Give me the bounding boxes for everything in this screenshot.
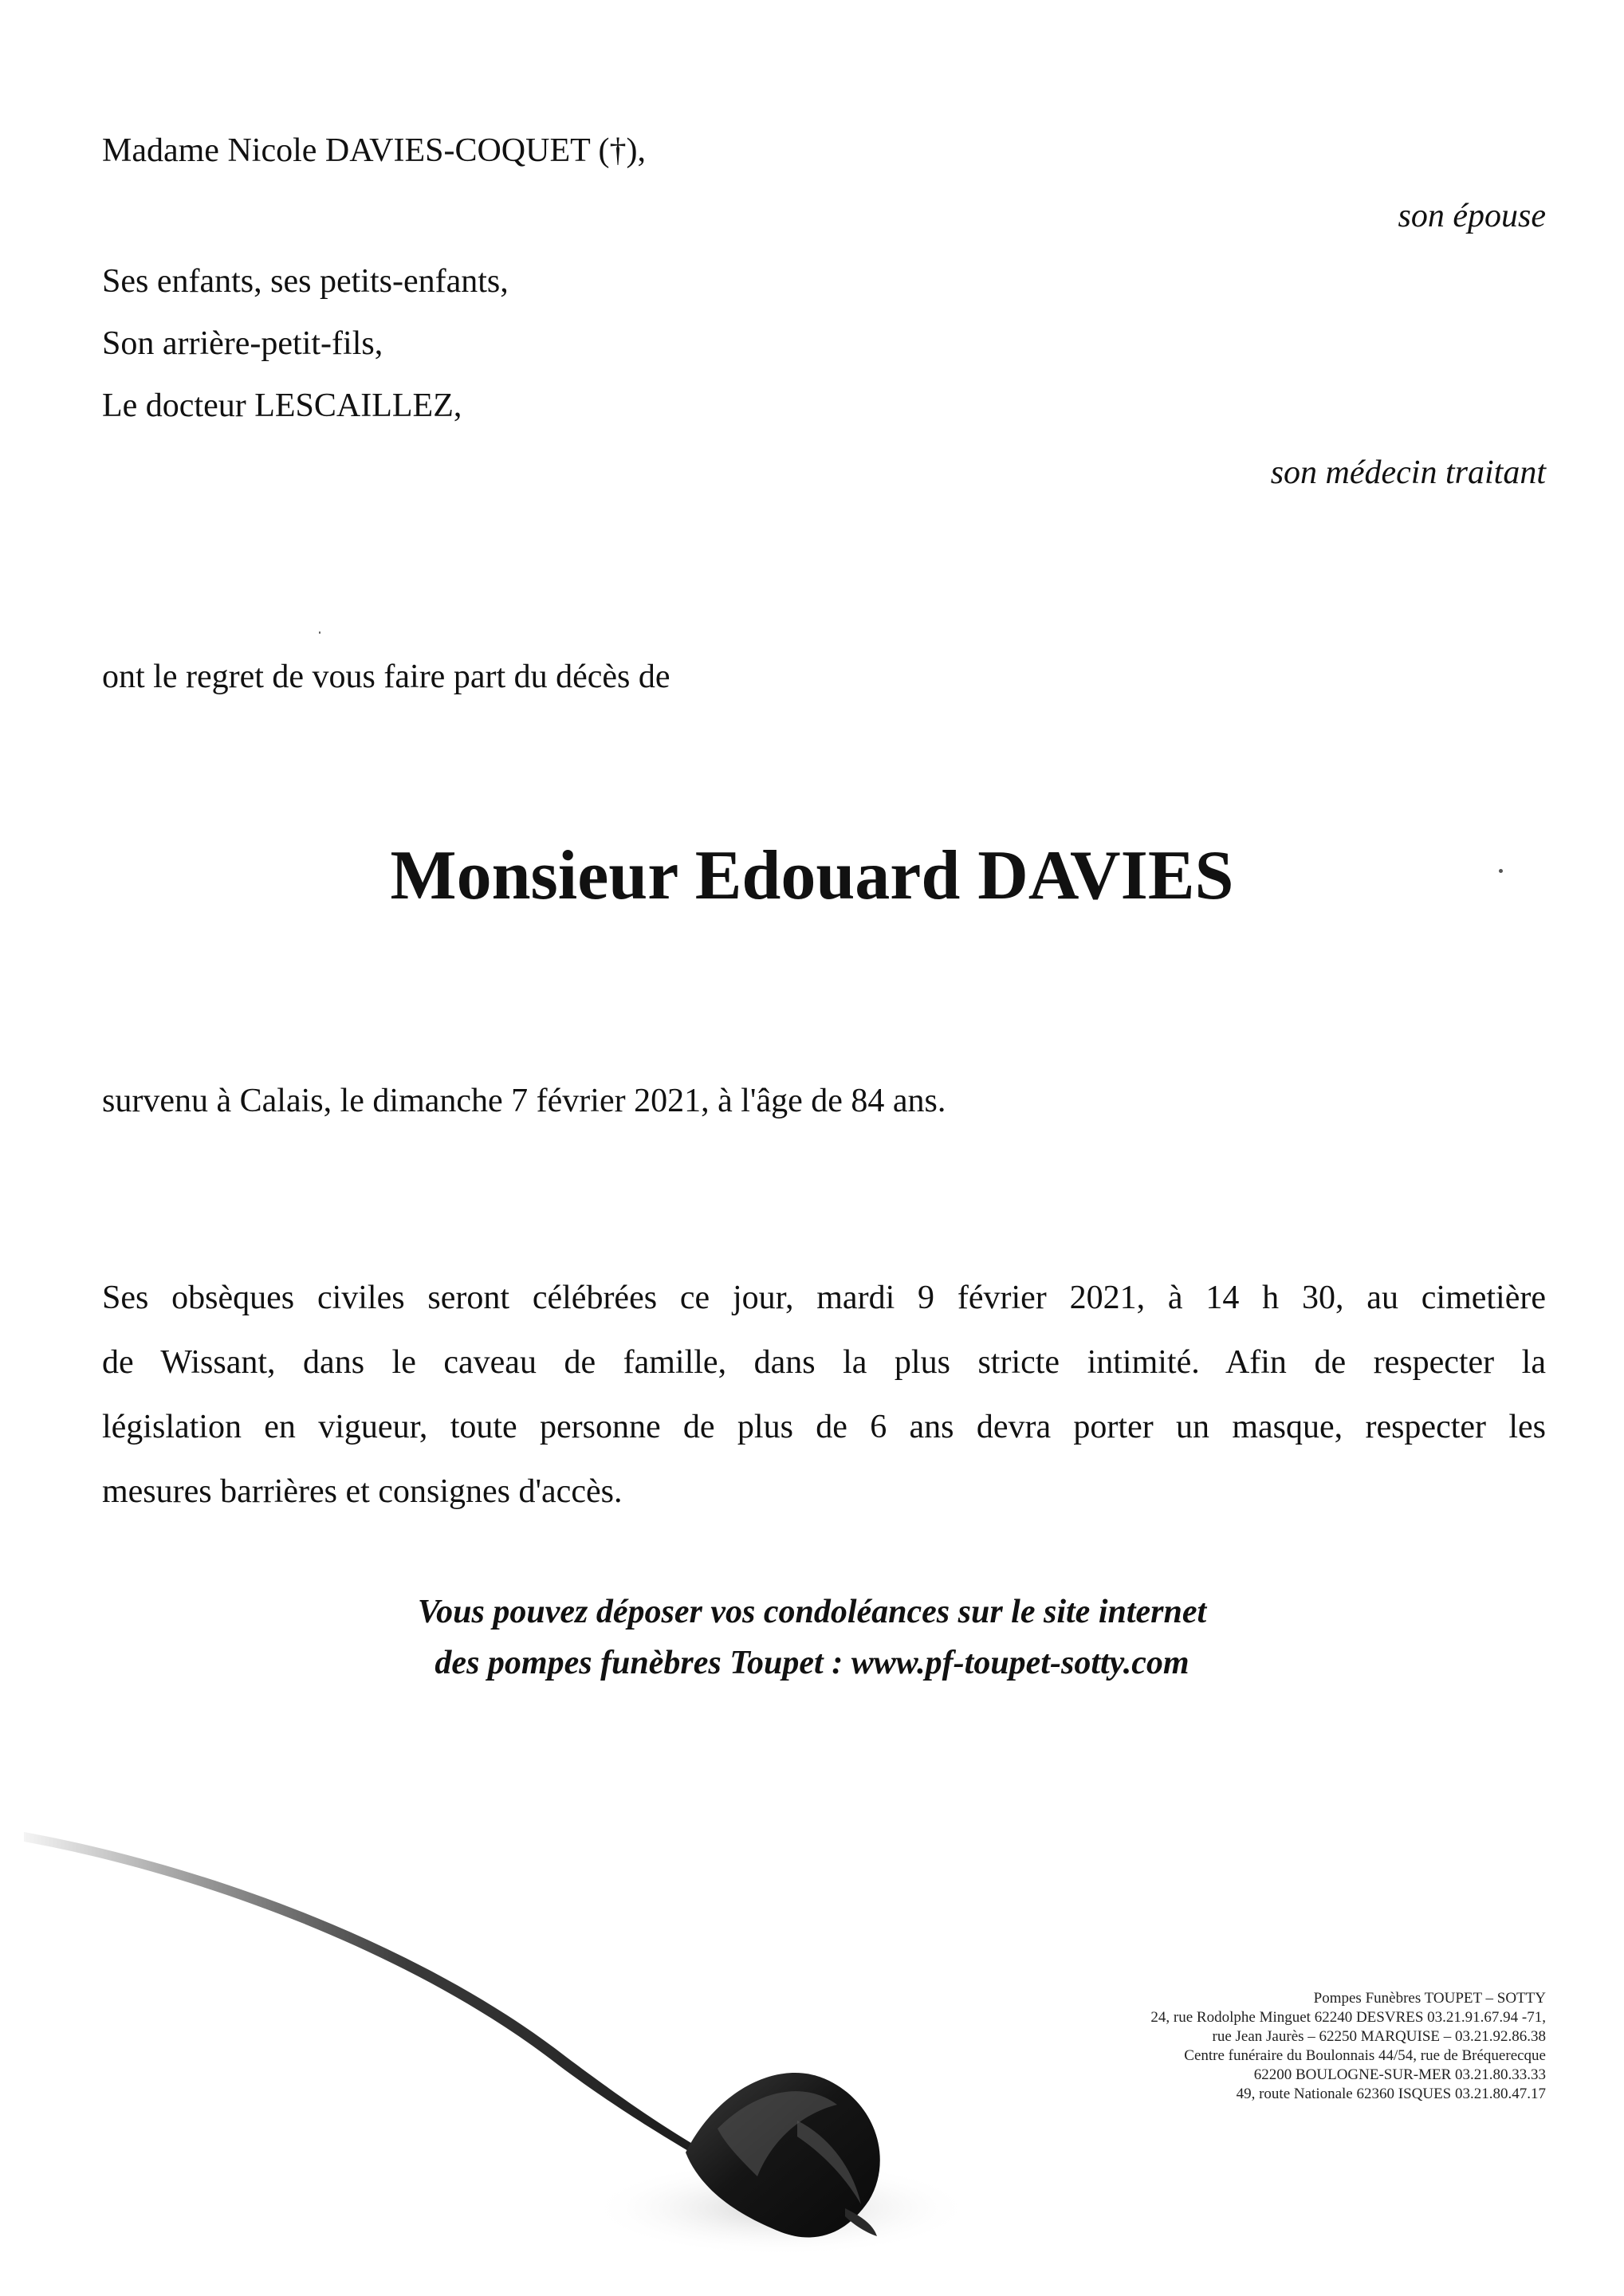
children-line: Ses enfants, ses petits-enfants, [102,263,509,300]
funeral-line: Ses obsèques civiles seront célébrées ce jour, mardi 9 février 2021, à 14 h 30, au cimetière [102,1280,1546,1316]
funeral-home-contact [1150,1989,1546,2104]
funeral-home-line: rue Jean Jaurès – 62250 MARQUISE – 03.21.92.86.38 [1212,2028,1546,2045]
great-grandchild-line: Son arrière-petit-fils, [102,325,383,362]
spouse-role: son épouse [1398,198,1546,234]
funeral-home-line: Centre funéraire du Boulonnais 44/54, rue de Bréquerecque [1184,2047,1546,2064]
calla-lily-flower-icon [0,1802,957,2296]
spouse-name: Madame Nicole DAVIES-COQUET (†), [102,132,646,169]
funeral-line: de Wissant, dans le caveau de famille, dans la plus stricte intimité. Afin de respecter la [102,1344,1546,1381]
announcement-line: ont le regret de vous faire part du décès de [102,659,670,695]
funeral-home-line: 62200 BOULOGNE-SUR-MER 03.21.80.33.33 [1253,2066,1546,2083]
scan-speck [319,631,320,634]
funeral-home-line: Pompes Funèbres TOUPET – SOTTY [1313,1990,1546,2007]
funeral-line: mesures barrières et consignes d'accès. [102,1473,623,1510]
funeral-home-line: 24, rue Rodolphe Minguet 62240 DESVRES 03.21.91.67.94 -71, [1150,2009,1546,2026]
doctor-line: Le docteur LESCAILLEZ, [102,387,462,424]
scan-speck [1499,869,1503,873]
condolences-line-1: Vous pouvez déposer vos condoléances sur le site internet [417,1594,1207,1630]
funeral-home-line: 49, route Nationale 62360 ISQUES 03.21.80.47.17 [1236,2086,1546,2102]
doctor-role: son médecin traitant [1270,454,1546,491]
death-details: survenu à Calais, le dimanche 7 février 2021, à l'âge de 84 ans. [102,1083,946,1119]
funeral-line: législation en vigueur, toute personne de plus de 6 ans devra porter un masque, respecter les [102,1409,1546,1445]
funeral-paragraph [102,1266,1546,1524]
condolences-notice [0,1586,1624,1689]
deceased-name: Monsieur Edouard DAVIES [390,837,1234,914]
condolences-line-2: des pompes funèbres Toupet : www.pf-toupet-sotty.com [435,1645,1189,1681]
